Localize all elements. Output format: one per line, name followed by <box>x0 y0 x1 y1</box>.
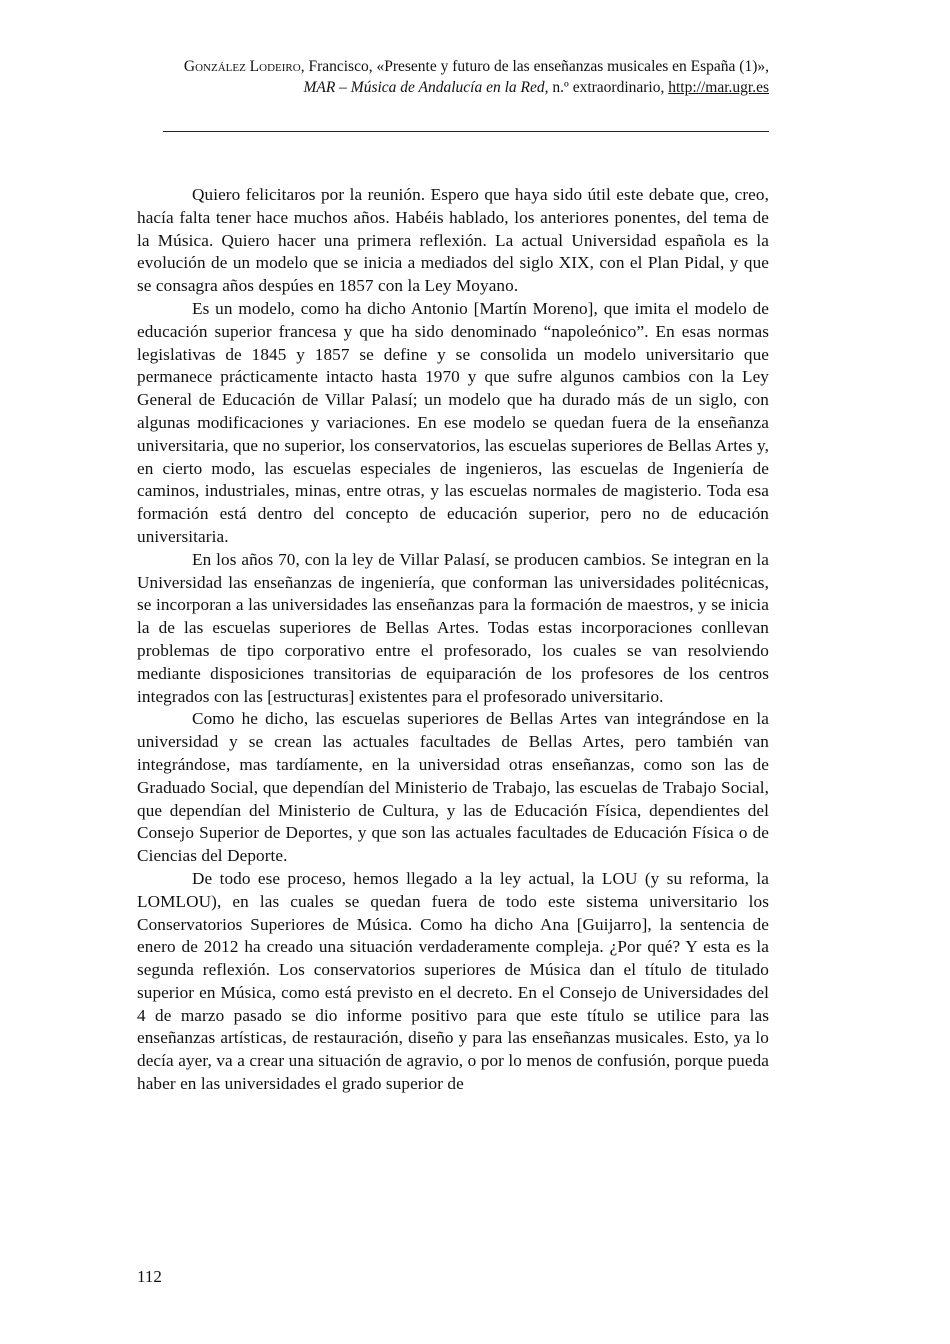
issue-label: n.º extraordinario, <box>548 79 669 96</box>
journal-name: MAR – Música de Andalucía en la Red, <box>303 79 549 96</box>
citation-line-2 <box>69 77 769 98</box>
page-number: 112 <box>137 1267 162 1286</box>
article-body <box>137 184 769 1096</box>
journal-url-link[interactable]: http://mar.ugr.es <box>668 79 769 96</box>
running-header <box>69 56 769 98</box>
paragraph: Es un modelo, como ha dicho Antonio [Martín Moreno], que imita el modelo de educación superior francesa y que ha sido denominado “napoleónico”. En esas normas legislativas de 1845 y 1857 se define y se consolida un modelo universitario que permanece prácticamente intacto hasta 1970 y que sufre algunos cambios con la Ley General de Educación de Villar Palasí; un modelo que ha durado más de un siglo, con algunas modificaciones y variaciones. En ese modelo se quedan fuera de la enseñanza universitaria, que no superior, los conservatorios, las escuelas superiores de Bellas Artes y, en cierto modo, las escuelas especiales de ingenieros, las escuelas de Ingeniería de caminos, industriales, minas, entre otras, y las escuelas normales de magisterio. Toda esa formación está dentro del concepto de educación superior, pero no de educación universitaria. <box>137 298 769 546</box>
author-surname: González Lodeiro <box>183 58 301 75</box>
paragraph: En los años 70, con la ley de Villar Palasí, se producen cambios. Se integran en la Universidad las enseñanzas de ingeniería, que conforman las universidades politécnicas, se incorporan a las universidades las enseñanzas para la formación de maestros, y se inicia la de las escuelas superiores de Bellas Artes. Todas estas incorporaciones conllevan problemas de tipo corporativo entre el profesorado, los cuales se van resolviendo mediante disposiciones transitorias de equiparación de los profesores de los centros integrados con las [estructuras] existentes para el profesorado universitario. <box>137 549 769 706</box>
header-divider <box>163 131 769 132</box>
paragraph: Quiero felicitaros por la reunión. Espero que haya sido útil este debate que, creo, hacía falta tener hace muchos años. Habéis hablado, los anteriores ponentes, del tema de la Música. Quiero hacer una primera reflexión. La actual Universidad española es la evolución de un modelo que se inicia a mediados del siglo XIX, con el Plan Pidal, y que se consagra años despúes en 1857 con la Ley Moyano. <box>137 185 769 296</box>
citation-line-1 <box>69 56 769 77</box>
citation-title: , Francisco, «Presente y futuro de las enseñanzas musicales en España (1)», <box>300 58 769 75</box>
paragraph: Como he dicho, las escuelas superiores de Bellas Artes van integrándose en la universidad y se crean las actuales facultades de Bellas Artes, pero también van integrándose, mas tardíamente, en la universidad otras enseñanzas, como son las de Graduado Social, que dependían del Ministerio de Trabajo, las escuelas de Trabajo Social, que dependían del Ministerio de Cultura, y las de Educación Física, dependientes del Consejo Superior de Deportes, y que son las actuales facultades de Educación Física o de Ciencias del Deporte. <box>137 709 769 866</box>
paragraph: De todo ese proceso, hemos llegado a la ley actual, la LOU (y su reforma, la LOMLOU), en las cuales se quedan fuera de todo este sistema universitario los Conservatorios Superiores de Música. Como ha dicho Ana [Guijarro], la sentencia de enero de 2012 ha creado una situación verdaderamente compleja. ¿Por qué? Y esta es la segunda reflexión. Los conservatorios superiores de Música dan el título de titulado superior en Música, como está previsto en el decreto. En el Consejo de Universidades del 4 de marzo pasado se dio informe positivo para que este título se utilice para las enseñanzas artísticas, de restauración, diseño y para las enseñanzas musicales. Esto, ya lo decía ayer, va a crear una situación de agravio, o por lo menos de confusión, porque pueda haber en las universidades el grado superior de <box>137 868 769 1094</box>
